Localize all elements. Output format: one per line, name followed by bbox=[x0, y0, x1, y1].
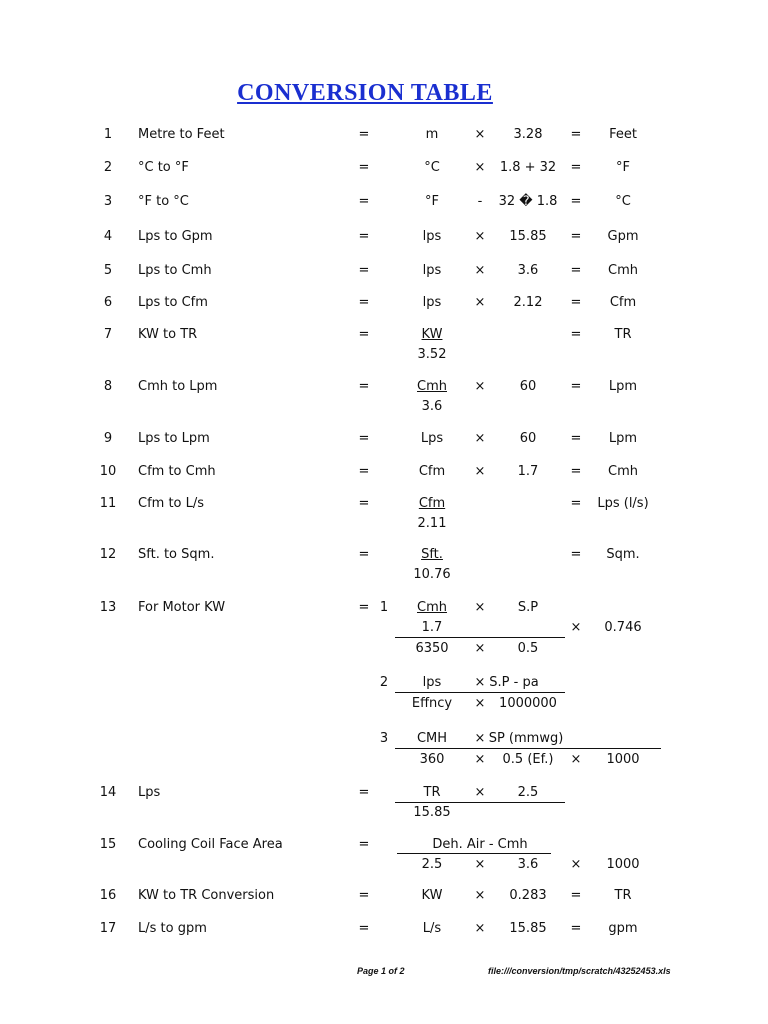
operator: × bbox=[474, 295, 486, 310]
result-unit: °F bbox=[616, 160, 630, 175]
input-unit: Lps bbox=[420, 431, 444, 446]
result-unit: Feet bbox=[609, 127, 637, 142]
conversion-name: Cooling Coil Face Area bbox=[138, 837, 283, 852]
factor: 2.12 bbox=[513, 295, 543, 310]
input-unit: °F bbox=[425, 194, 439, 209]
operator: × bbox=[474, 888, 486, 903]
conversion-name: KW to TR bbox=[138, 327, 198, 342]
numerator: CMH bbox=[416, 731, 448, 746]
factor: 15.85 bbox=[509, 229, 547, 244]
value: 1000 bbox=[606, 752, 640, 767]
conversion-name: Lps to Cfm bbox=[138, 295, 208, 310]
equals-sign: = bbox=[570, 194, 582, 209]
input-unit: L/s bbox=[422, 921, 442, 936]
result-unit: Cmh bbox=[608, 464, 638, 479]
input-unit: Cmh bbox=[417, 379, 447, 394]
numerator: lps bbox=[422, 675, 442, 690]
denominator: Effncy bbox=[411, 696, 453, 711]
equals-sign: = bbox=[570, 547, 582, 562]
conversion-name: Lps bbox=[138, 785, 161, 800]
row-number: 16 bbox=[99, 888, 117, 903]
result-unit: Lps (l/s) bbox=[597, 496, 649, 511]
conversion-name: Cfm to Cmh bbox=[138, 464, 216, 479]
formula-number: 2 bbox=[379, 675, 389, 690]
conversion-name: L/s to gpm bbox=[138, 921, 207, 936]
operator: × bbox=[474, 379, 486, 394]
input-unit: lps bbox=[422, 229, 442, 244]
equals-sign: = bbox=[358, 379, 370, 394]
operator: × bbox=[474, 160, 486, 175]
equals-sign: = bbox=[570, 127, 582, 142]
operator: - bbox=[477, 194, 483, 209]
value: 0.5 (Ef.) bbox=[502, 752, 554, 767]
input-unit: Cfm bbox=[418, 464, 446, 479]
value: S.P bbox=[517, 600, 539, 615]
factor: 3.6 bbox=[517, 263, 539, 278]
factor: 0.283 bbox=[509, 888, 547, 903]
input-unit: Sft. bbox=[421, 547, 443, 562]
conversion-name: KW to TR Conversion bbox=[138, 888, 275, 903]
factor: 15.85 bbox=[509, 921, 547, 936]
row-number: 8 bbox=[103, 379, 113, 394]
operator: × bbox=[474, 857, 486, 872]
formula-number: 3 bbox=[379, 731, 389, 746]
result-unit: Gpm bbox=[607, 229, 639, 244]
row-number: 11 bbox=[99, 496, 117, 511]
denominator: 3.6 bbox=[421, 399, 443, 414]
page-number: Page 1 of 2 bbox=[357, 966, 405, 976]
numerator: Cmh bbox=[417, 600, 447, 615]
operator: × bbox=[570, 752, 582, 767]
conversion-name: Lps to Cmh bbox=[138, 263, 212, 278]
result-unit: Cfm bbox=[609, 295, 637, 310]
value: 1000 bbox=[606, 857, 640, 872]
result-unit: Lpm bbox=[608, 431, 638, 446]
conversion-name: Cmh to Lpm bbox=[138, 379, 218, 394]
file-path: file:///conversion/tmp/scratch/43252453.xls bbox=[488, 966, 671, 976]
operator: × bbox=[474, 641, 486, 656]
value: 2.5 bbox=[517, 785, 539, 800]
denominator: 360 bbox=[419, 752, 445, 767]
input-unit: lps bbox=[422, 263, 442, 278]
conversion-name: Lps to Gpm bbox=[138, 229, 213, 244]
equals-sign: = bbox=[358, 431, 370, 446]
row-number: 2 bbox=[103, 160, 113, 175]
conversion-name: °C to °F bbox=[138, 160, 189, 175]
numerator: TR bbox=[423, 785, 441, 800]
numerator: Deh. Air - Cmh bbox=[432, 837, 528, 852]
denominator: 10.76 bbox=[413, 567, 451, 582]
denominator: 3.52 bbox=[417, 347, 447, 362]
row-number: 10 bbox=[99, 464, 117, 479]
fraction-line bbox=[395, 802, 565, 803]
equals-sign: = bbox=[358, 837, 370, 852]
row-number: 14 bbox=[99, 785, 117, 800]
input-unit: lps bbox=[422, 295, 442, 310]
row-number: 5 bbox=[103, 263, 113, 278]
operator: × bbox=[474, 731, 486, 746]
equals-sign: = bbox=[570, 496, 582, 511]
denominator: 2.5 bbox=[421, 857, 443, 872]
denominator: 15.85 bbox=[413, 805, 451, 820]
row-number: 3 bbox=[103, 194, 113, 209]
equals-sign: = bbox=[358, 327, 370, 342]
conversion-name: Sft. to Sqm. bbox=[138, 547, 215, 562]
row-number: 13 bbox=[99, 600, 117, 615]
row-number: 9 bbox=[103, 431, 113, 446]
page-title: CONVERSION TABLE bbox=[237, 80, 493, 106]
operator: × bbox=[474, 752, 486, 767]
value: 1000000 bbox=[499, 696, 557, 711]
formula-number: 1 bbox=[379, 600, 389, 615]
result-unit: °C bbox=[615, 194, 631, 209]
result-unit: Lpm bbox=[608, 379, 638, 394]
value: 3.6 bbox=[517, 857, 539, 872]
input-unit: Cfm bbox=[418, 496, 446, 511]
equals-sign: = bbox=[358, 229, 370, 244]
result: 0.746 bbox=[604, 620, 642, 635]
operator: × bbox=[474, 921, 486, 936]
operator: × bbox=[474, 229, 486, 244]
operator: × bbox=[474, 464, 486, 479]
factor: 1.7 bbox=[517, 464, 539, 479]
equals-sign: = bbox=[570, 327, 582, 342]
equals-sign: = bbox=[358, 295, 370, 310]
equals-sign: = bbox=[570, 431, 582, 446]
equals-sign: = bbox=[358, 194, 370, 209]
row-number: 15 bbox=[99, 837, 117, 852]
operator: × bbox=[474, 263, 486, 278]
row-number: 6 bbox=[103, 295, 113, 310]
equals-sign: = bbox=[570, 921, 582, 936]
operator: × bbox=[474, 696, 486, 711]
conversion-name: Lps to Lpm bbox=[138, 431, 210, 446]
row-number: 4 bbox=[103, 229, 113, 244]
equals-sign: = bbox=[570, 160, 582, 175]
factor: 60 bbox=[519, 379, 537, 394]
equals-sign: = bbox=[570, 888, 582, 903]
equals-sign: = bbox=[358, 160, 370, 175]
equals-sign: = bbox=[358, 600, 370, 615]
equals-sign: = bbox=[570, 464, 582, 479]
value: SP (mmwg) bbox=[488, 731, 564, 746]
operator: × bbox=[474, 127, 486, 142]
operator: × bbox=[570, 620, 582, 635]
equals-sign: = bbox=[570, 295, 582, 310]
factor: 60 bbox=[519, 431, 537, 446]
equals-sign: = bbox=[570, 263, 582, 278]
result-unit: Sqm. bbox=[606, 547, 640, 562]
equals-sign: = bbox=[570, 229, 582, 244]
operator: × bbox=[474, 600, 486, 615]
equals-sign: = bbox=[358, 547, 370, 562]
operator: × bbox=[570, 857, 582, 872]
row-number: 17 bbox=[99, 921, 117, 936]
equals-sign: = bbox=[358, 464, 370, 479]
row-number: 1 bbox=[103, 127, 113, 142]
operator: × bbox=[474, 675, 486, 690]
equals-sign: = bbox=[358, 496, 370, 511]
equals-sign: = bbox=[358, 888, 370, 903]
fraction-line bbox=[395, 637, 565, 638]
input-unit: °C bbox=[424, 160, 440, 175]
result-unit: Cmh bbox=[608, 263, 638, 278]
result-unit: gpm bbox=[608, 921, 638, 936]
factor: 1.8 + 32 bbox=[499, 160, 557, 175]
denominator: 6350 bbox=[415, 641, 449, 656]
row-number: 12 bbox=[99, 547, 117, 562]
equals-sign: = bbox=[570, 379, 582, 394]
fraction-line bbox=[395, 748, 661, 749]
conversion-name: For Motor KW bbox=[138, 600, 226, 615]
row-number: 7 bbox=[103, 327, 113, 342]
factor: 3.28 bbox=[513, 127, 543, 142]
conversion-name: Metre to Feet bbox=[138, 127, 225, 142]
denominator: 1.7 bbox=[421, 620, 443, 635]
operator: × bbox=[474, 431, 486, 446]
conversion-name: °F to °C bbox=[138, 194, 189, 209]
operator: × bbox=[474, 785, 486, 800]
value: 0.5 bbox=[517, 641, 539, 656]
denominator: 2.11 bbox=[417, 516, 447, 531]
conversion-name: Cfm to L/s bbox=[138, 496, 205, 511]
equals-sign: = bbox=[358, 785, 370, 800]
equals-sign: = bbox=[358, 127, 370, 142]
input-unit: m bbox=[425, 127, 439, 142]
value: S.P - pa bbox=[489, 675, 539, 690]
factor: 32 � 1.8 bbox=[498, 194, 558, 209]
equals-sign: = bbox=[358, 921, 370, 936]
input-unit: KW bbox=[421, 327, 443, 342]
result-unit: TR bbox=[614, 327, 632, 342]
result-unit: TR bbox=[614, 888, 632, 903]
fraction-line bbox=[397, 853, 551, 854]
input-unit: KW bbox=[421, 888, 443, 903]
equals-sign: = bbox=[358, 263, 370, 278]
fraction-line bbox=[395, 692, 565, 693]
